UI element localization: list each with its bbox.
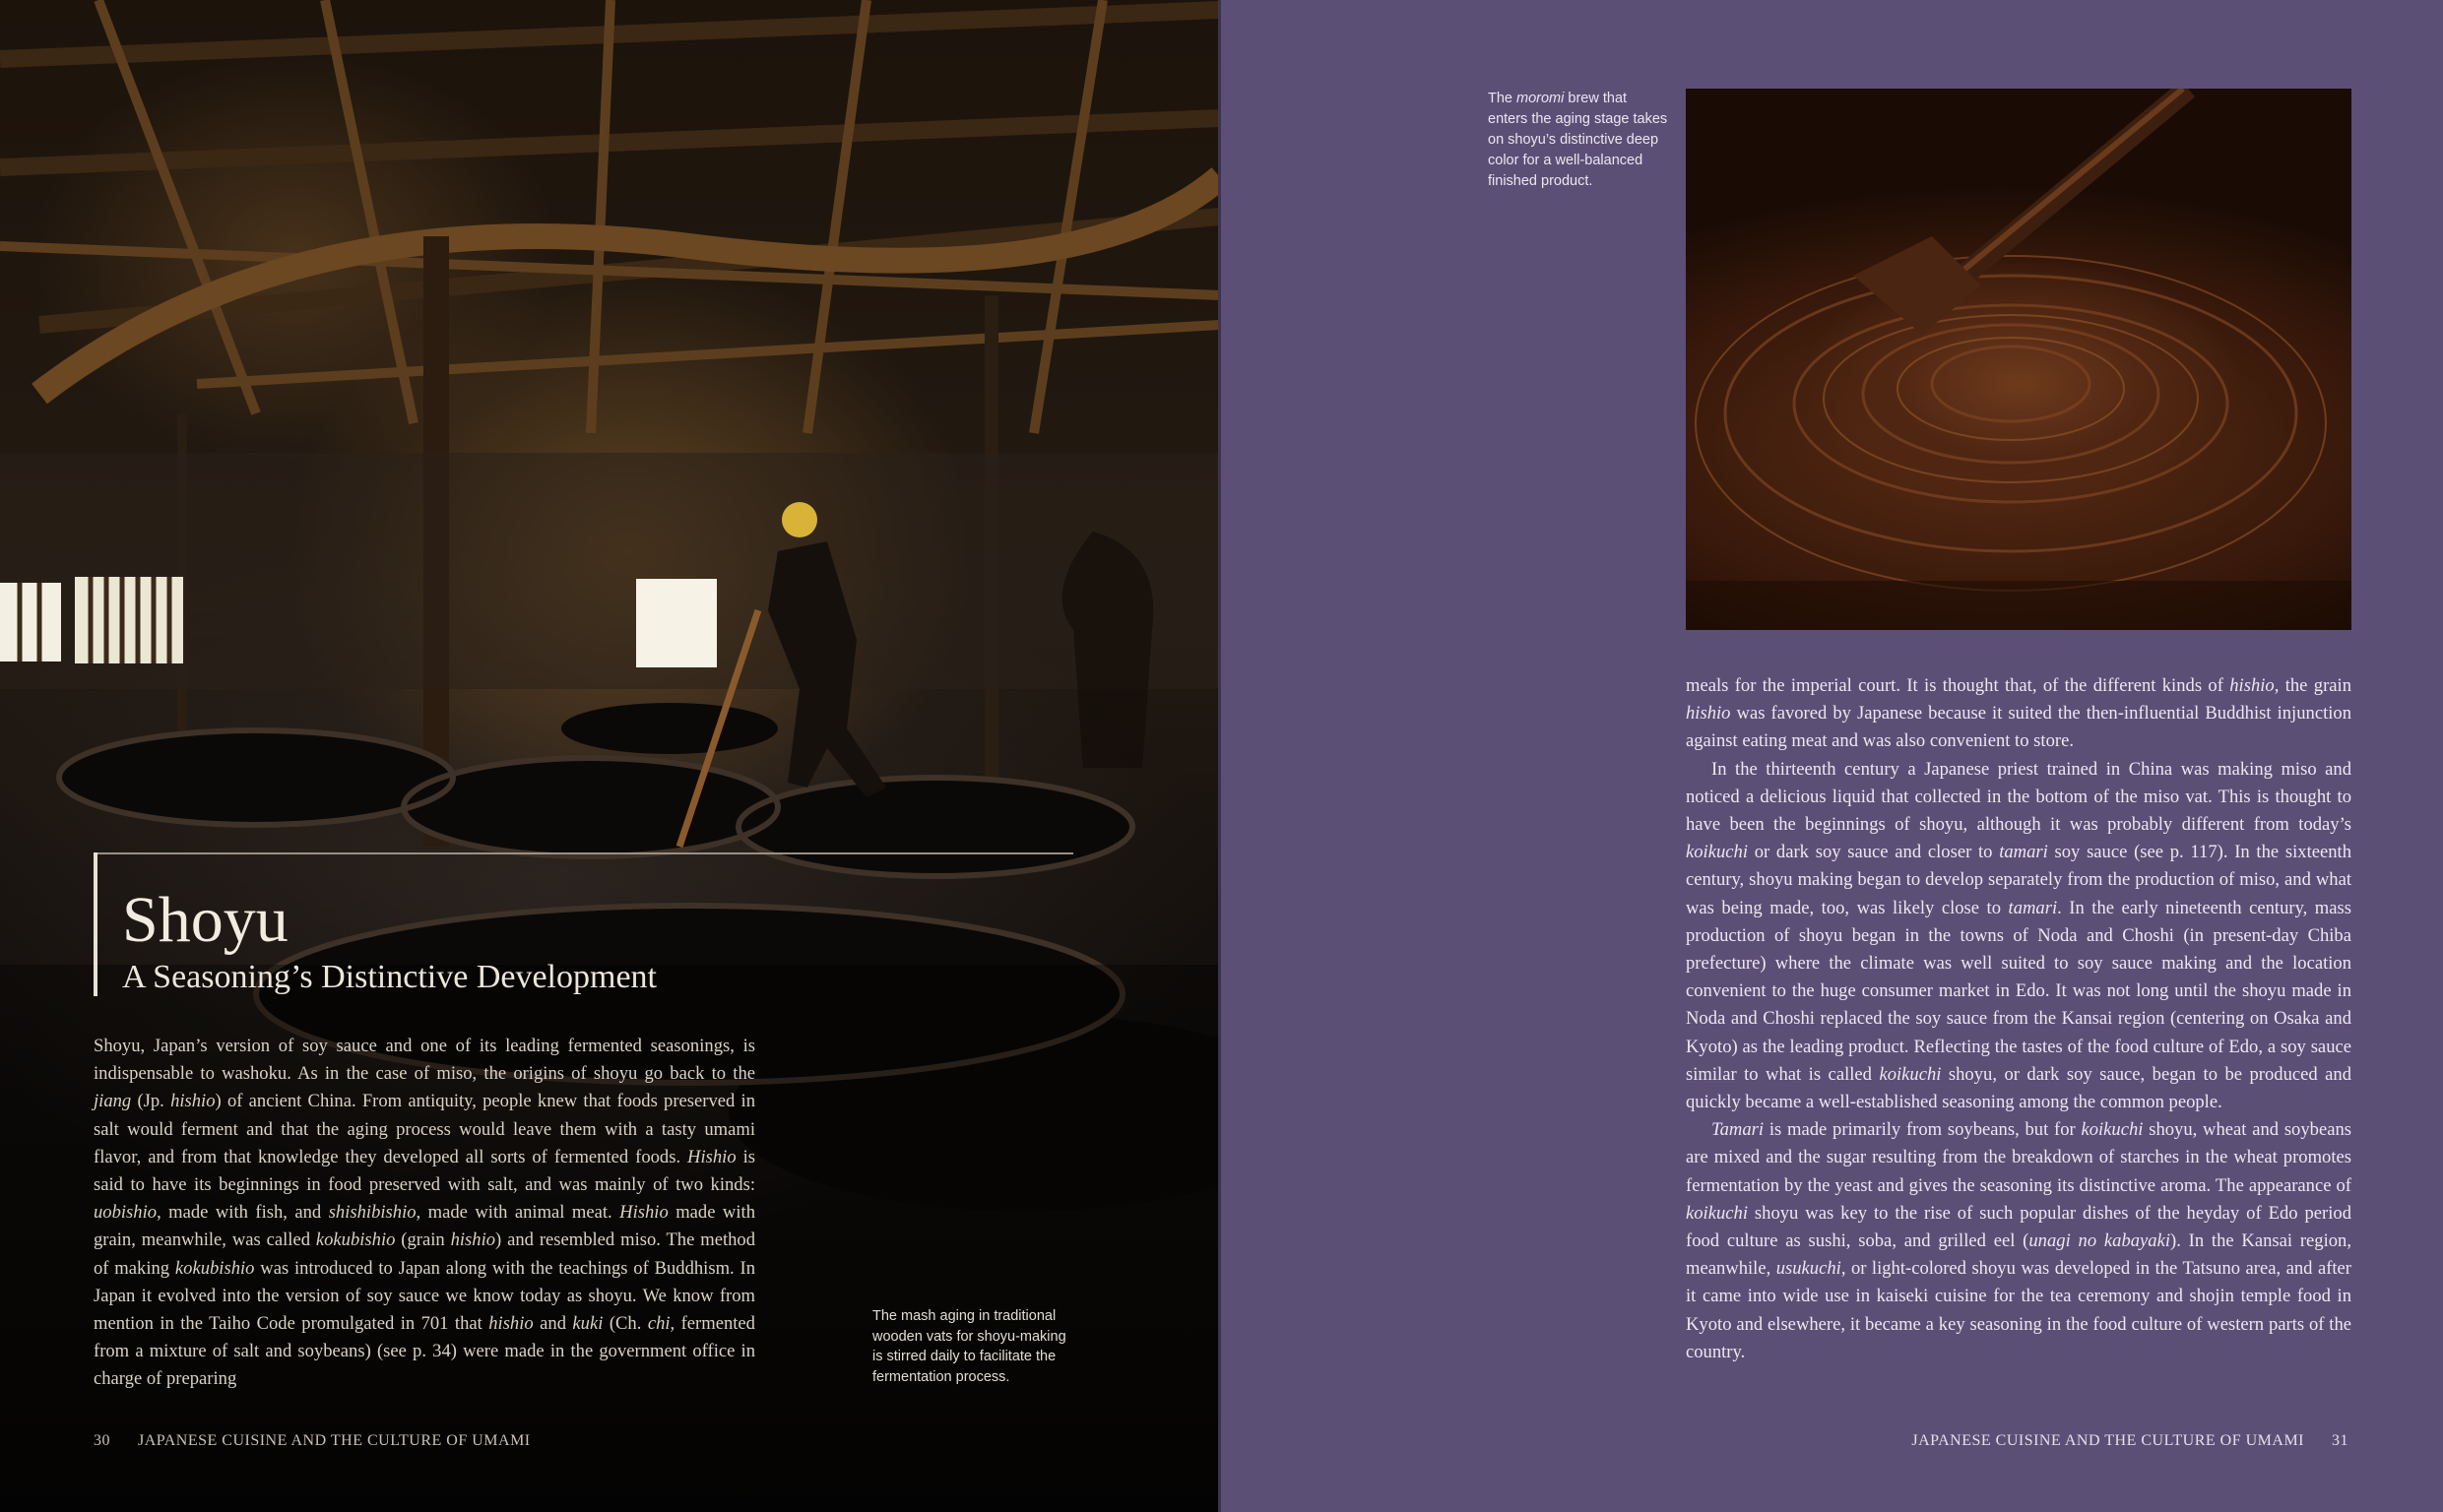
right-body-text [1686, 672, 2351, 1366]
photo-caption-right: The moromi brew that enters the aging stage takes on shoyu’s distinctive deep color for a well-balanced finished product. [1488, 91, 1668, 189]
right-paragraph-3: Tamari is made primarily from soybeans, but for koikuchi shoyu, wheat and soybeans are mixed and the sugar resulting from the breakdown of starches in the wheat promotes fermentation by the yeast and gives the seasoning its distinctive aroma. The appearance of koikuchi shoyu was key to the rise of such popular dishes of the heyday of Edo period food culture as sushi, soba, and grilled eel (unagi no kabayaki). In the Kansai region, meanwhile, usukuchi, or light-colored shoyu was developed in the Tatsuno area, and after it came into wide use in kaiseki cuisine for the tea ceremony and shojin temple food in Kyoto and elsewhere, it became a key seasoning in the food culture of western parts of the country. [1686, 1119, 2351, 1362]
page-subtitle: A Seasoning’s Distinctive Development [122, 959, 657, 995]
page-number: 30 [94, 1432, 110, 1449]
moromi-photo [1686, 89, 2351, 630]
right-paragraph-2: In the thirteenth century a Japanese priest trained in China was making miso and noticed a delicious liquid that collected in the bottom of the miso vat. This is thought to have been the beginnings of shoyu, although it was probably different from today’s koikuchi or dark soy sauce and closer to tamari soy sauce (see p. 117). In the sixteenth century, shoyu making began to develop separately from the production of miso, and what was being made, too, was likely close to tamari. In the early nineteenth century, mass production of shoyu began in the towns of Noda and Choshi (in present-day Chiba prefecture) where the climate was well suited to soy sauce making and the location convenient to the huge consumer market in Edo. It was not long until the shoyu made in Noda and Choshi replaced the soy sauce from the Kansai region (centering on Osaka and Kyoto) as the leading product. Reflecting the tastes of the food culture of Edo, a soy sauce similar to what is called koikuchi shoyu, or dark soy sauce, began to be produced and quickly became a well-established seasoning among the common people. [1686, 758, 2352, 1113]
title-bar [94, 852, 97, 996]
running-title: JAPANESE CUISINE AND THE CULTURE OF UMAMI [1911, 1432, 2304, 1449]
folio-right [1911, 1432, 2348, 1450]
right-paragraph-1: meals for the imperial court. It is thought that, of the different kinds of hishio, the grain hishio was favored by Japanese because it suited the then-influential Buddhist injunction against eating meat and was also convenient to store. [1686, 675, 2351, 752]
left-body-text [94, 1033, 755, 1394]
photo-caption-left: The mash aging in traditional wooden vats for shoyu-making is stirred daily to facilitate the fermentation process. [872, 1308, 1066, 1385]
left-page [0, 0, 1220, 1512]
title-rule [94, 852, 1073, 854]
page-title: Shoyu [122, 884, 289, 956]
spine [1218, 0, 1221, 1512]
page-number: 31 [2332, 1432, 2348, 1449]
left-paragraph: Shoyu, Japan’s version of soy sauce and one of its leading fermented seasonings, is indispensable to washoku. As in the case of miso, the origins of shoyu go back to the jiang (Jp. hishio) of ancient China. From antiquity, people knew that foods preserved in salt would ferment and that the aging process would leave them with a tasty umami flavor, and from that knowledge they developed all sorts of fermented foods. Hishio is said to have its beginnings in food preserved with salt, and was mainly of two kinds: uobishio, made with fish, and shishibishio, made with animal meat. Hishio made with grain, meanwhile, was called kokubishio (grain hishio) and resembled miso. The method of making kokubishio was introduced to Japan along with the teachings of Buddhism. In Japan it evolved into the version of soy sauce we know today as shoyu. We know from mention in the Taiho Code promulgated in 701 that hishio and kuki (Ch. chi, fermented from a mixture of salt and soybeans) (see p. 34) were made in the government office in charge of preparing [94, 1036, 756, 1390]
folio-left [94, 1432, 531, 1450]
running-title: JAPANESE CUISINE AND THE CULTURE OF UMAMI [138, 1432, 531, 1449]
